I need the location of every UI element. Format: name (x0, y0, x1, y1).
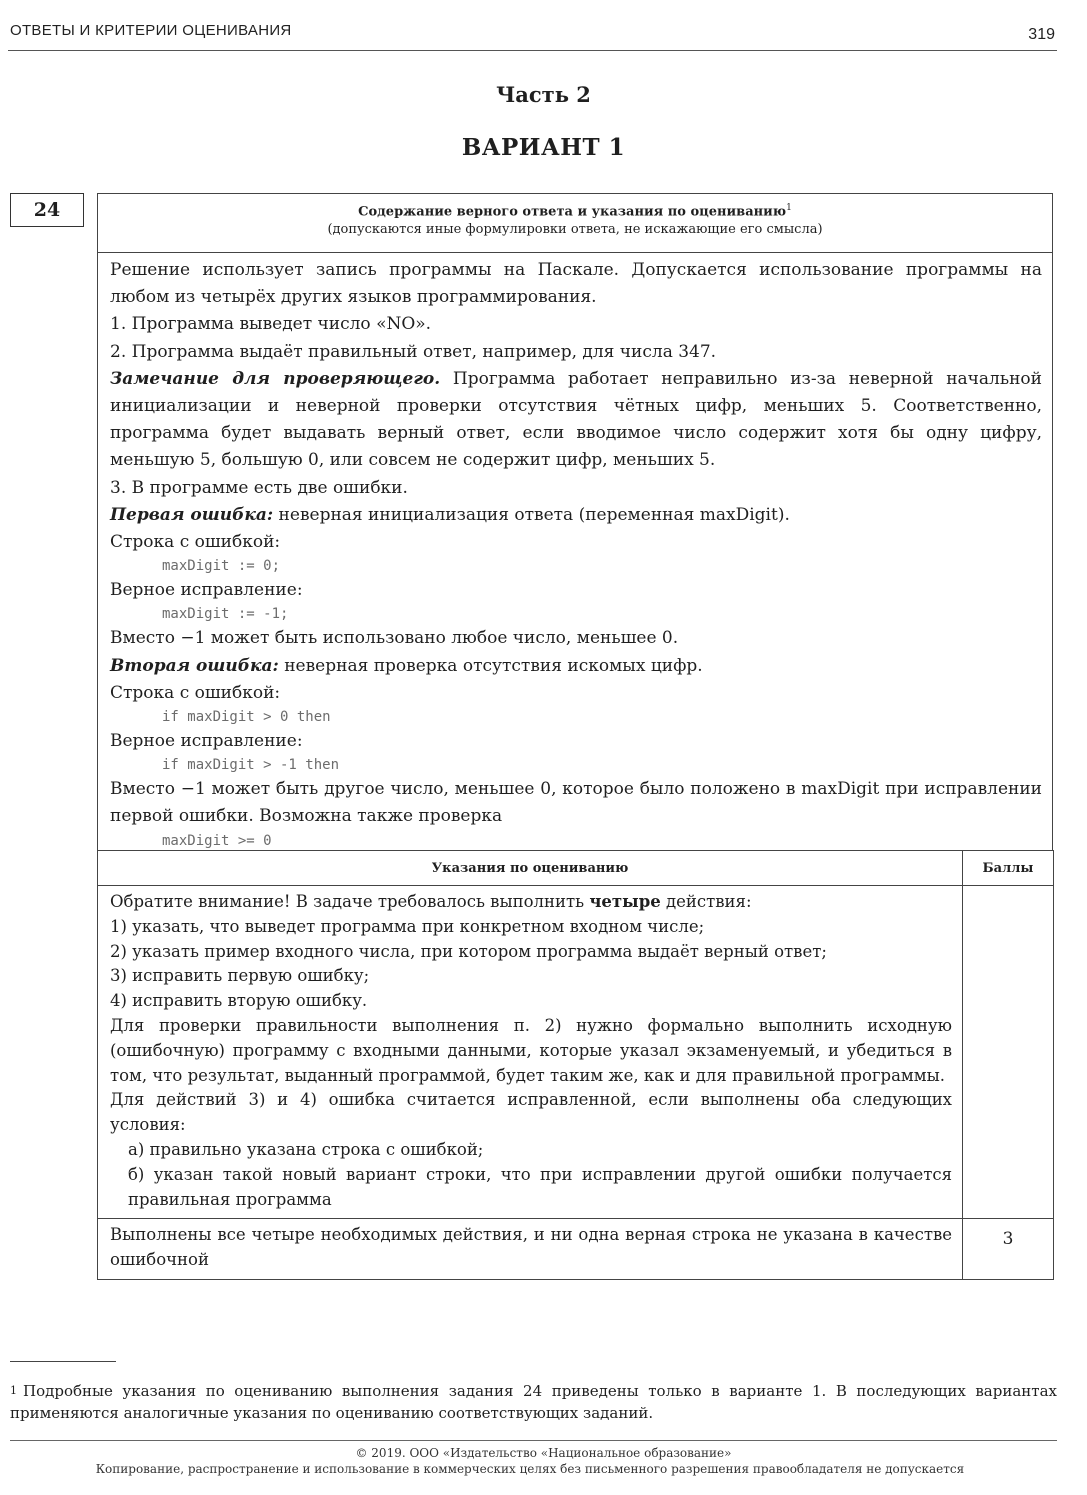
error-line-label: Строка с ошибкой: (110, 532, 281, 553)
action-item: 2) указать пример входного числа, при котором программа выдаёт верный ответ; (110, 941, 827, 961)
fix-label: Верное исправление: (110, 580, 303, 601)
footnote (10, 1380, 1057, 1424)
footnote-text: Подробные указания по оцениванию выполнения задания 24 приведены только в варианте 1. В последующих вариантах применяются аналогичные указания по оцениванию соответствующих заданий. (10, 1382, 1057, 1422)
conditions-intro: Для действий 3) и 4) ошибка считается исправленной, если выполнены оба следующих условия: (110, 1090, 952, 1135)
second-error-text: неверная проверка отсутствия искомых цифр. (278, 655, 703, 676)
first-fix-note: Вместо −1 может быть использовано любое число, меньшее 0. (110, 628, 679, 649)
answer-item-1: 1. Программа выведет число «NO». (110, 314, 432, 335)
first-fix-code: maxDigit := -1; (162, 606, 289, 623)
grading-instructions-header: Указания по оцениванию (98, 851, 963, 886)
page-number: 319 (1028, 26, 1055, 43)
running-header-title: ОТВЕТЫ И КРИТЕРИИ ОЦЕНИВАНИЯ (10, 22, 292, 39)
first-error-text: неверная инициализация ответа (переменная maxDigit). (273, 504, 790, 525)
grading-header-row (98, 851, 1054, 886)
answer-header-cell (97, 193, 1053, 252)
part-title: Часть 2 (496, 82, 591, 107)
footer-divider (10, 1440, 1057, 1441)
second-error-line (110, 653, 1042, 680)
criterion-points: 3 (963, 1219, 1054, 1280)
variant-title: ВАРИАНТ 1 (461, 134, 626, 161)
footer-notice: Копирование, распространение и использование в коммерческих целях без письменного разрешения правообладателя не допускается (95, 1462, 965, 1476)
points-empty-cell (963, 886, 1054, 1219)
action-item: 1) указать, что выведет программа при конкретном входном числе; (110, 916, 705, 936)
answer-content-cell (97, 252, 1053, 850)
intro-text: Решение использует запись программы на Паскале. Допускается использование программы на любом из четырёх других языков программирования. (110, 260, 1042, 308)
second-fix-note: Вместо −1 может быть другое число, меньшее 0, которое было положено в maxDigit при исправлении первой ошибки. Возможна также проверка (110, 779, 1042, 827)
criterion-row (98, 1219, 1054, 1280)
first-error-line (110, 502, 1042, 529)
answer-item-2: 2. Программа выдаёт правильный ответ, например, для числа 347. (110, 341, 717, 362)
grading-instructions-row (98, 886, 1054, 1219)
first-error-code: maxDigit := 0; (162, 558, 281, 575)
header-divider (8, 50, 1057, 51)
footer-copyright: © 2019. ООО «Издательство «Национальное образование» (355, 1446, 732, 1460)
points-header: Баллы (963, 851, 1054, 886)
action-item: 4) исправить вторую ошибку. (110, 991, 368, 1011)
check-paragraph: Для проверки правильности выполнения п. 2) нужно формально выполнить исходную (ошибочную) программу с входными данными, которые указал экзаменуемый, и убедиться в том, что результат, выданный программой, будет таким же, как и для правильной программы. (110, 1015, 952, 1085)
remark-text: Программа работает неправильно из-за неверной начальной инициализации и неверной проверки отсутствия чётных цифр, меньших 5. Соответственно, программа будет выдавать верный ответ, если вводимое число содержит хотя бы одну цифру, меньшую 5, большую 0, или совсем не содержит цифр, меньших 5. (110, 368, 1042, 471)
footnote-mark: 1 (10, 1384, 17, 1397)
answer-header-subtitle: (допускаются иные формулировки ответа, не искажающие его смысла) (327, 222, 823, 238)
grading-table (97, 850, 1054, 1280)
first-error-label: Первая ошибка: (110, 504, 274, 525)
footnote-reference: 1 (786, 203, 792, 213)
condition-b: б) указан такой новый вариант строки, что при исправлении другой ошибки получается правильная программа (128, 1164, 952, 1209)
attention-emphasis: четыре (589, 892, 661, 911)
attention-line: Обратите внимание! В задаче требовалось выполнить четыре действия: (110, 892, 752, 911)
remark-label: Замечание для проверяющего. (110, 368, 441, 389)
answer-item-3: 3. В программе есть две ошибки. (110, 477, 408, 498)
condition-a: а) правильно указана строка с ошибкой; (128, 1139, 484, 1159)
grading-instructions-cell (98, 886, 963, 1219)
remark-paragraph (110, 366, 1042, 475)
second-error-code: if maxDigit > 0 then (162, 709, 331, 726)
footnote-divider (10, 1361, 116, 1362)
criterion-cell (98, 1219, 963, 1280)
task-number-box: 24 (10, 193, 84, 227)
second-fix-code: if maxDigit > -1 then (162, 757, 340, 774)
criterion-text: Выполнены все четыре необходимых действия, и ни одна верная строка не указана в качестве ошибочной (110, 1225, 952, 1270)
error-line-label-2: Строка с ошибкой: (110, 682, 281, 703)
action-item: 3) исправить первую ошибку; (110, 966, 370, 986)
alternative-check-code: maxDigit >= 0 (162, 832, 272, 849)
answer-header-title: Содержание верного ответа и указания по оцениванию$^1$ (358, 203, 792, 220)
second-error-label: Вторая ошибка: (110, 655, 279, 676)
fix-label-2: Верное исправление: (110, 731, 303, 752)
